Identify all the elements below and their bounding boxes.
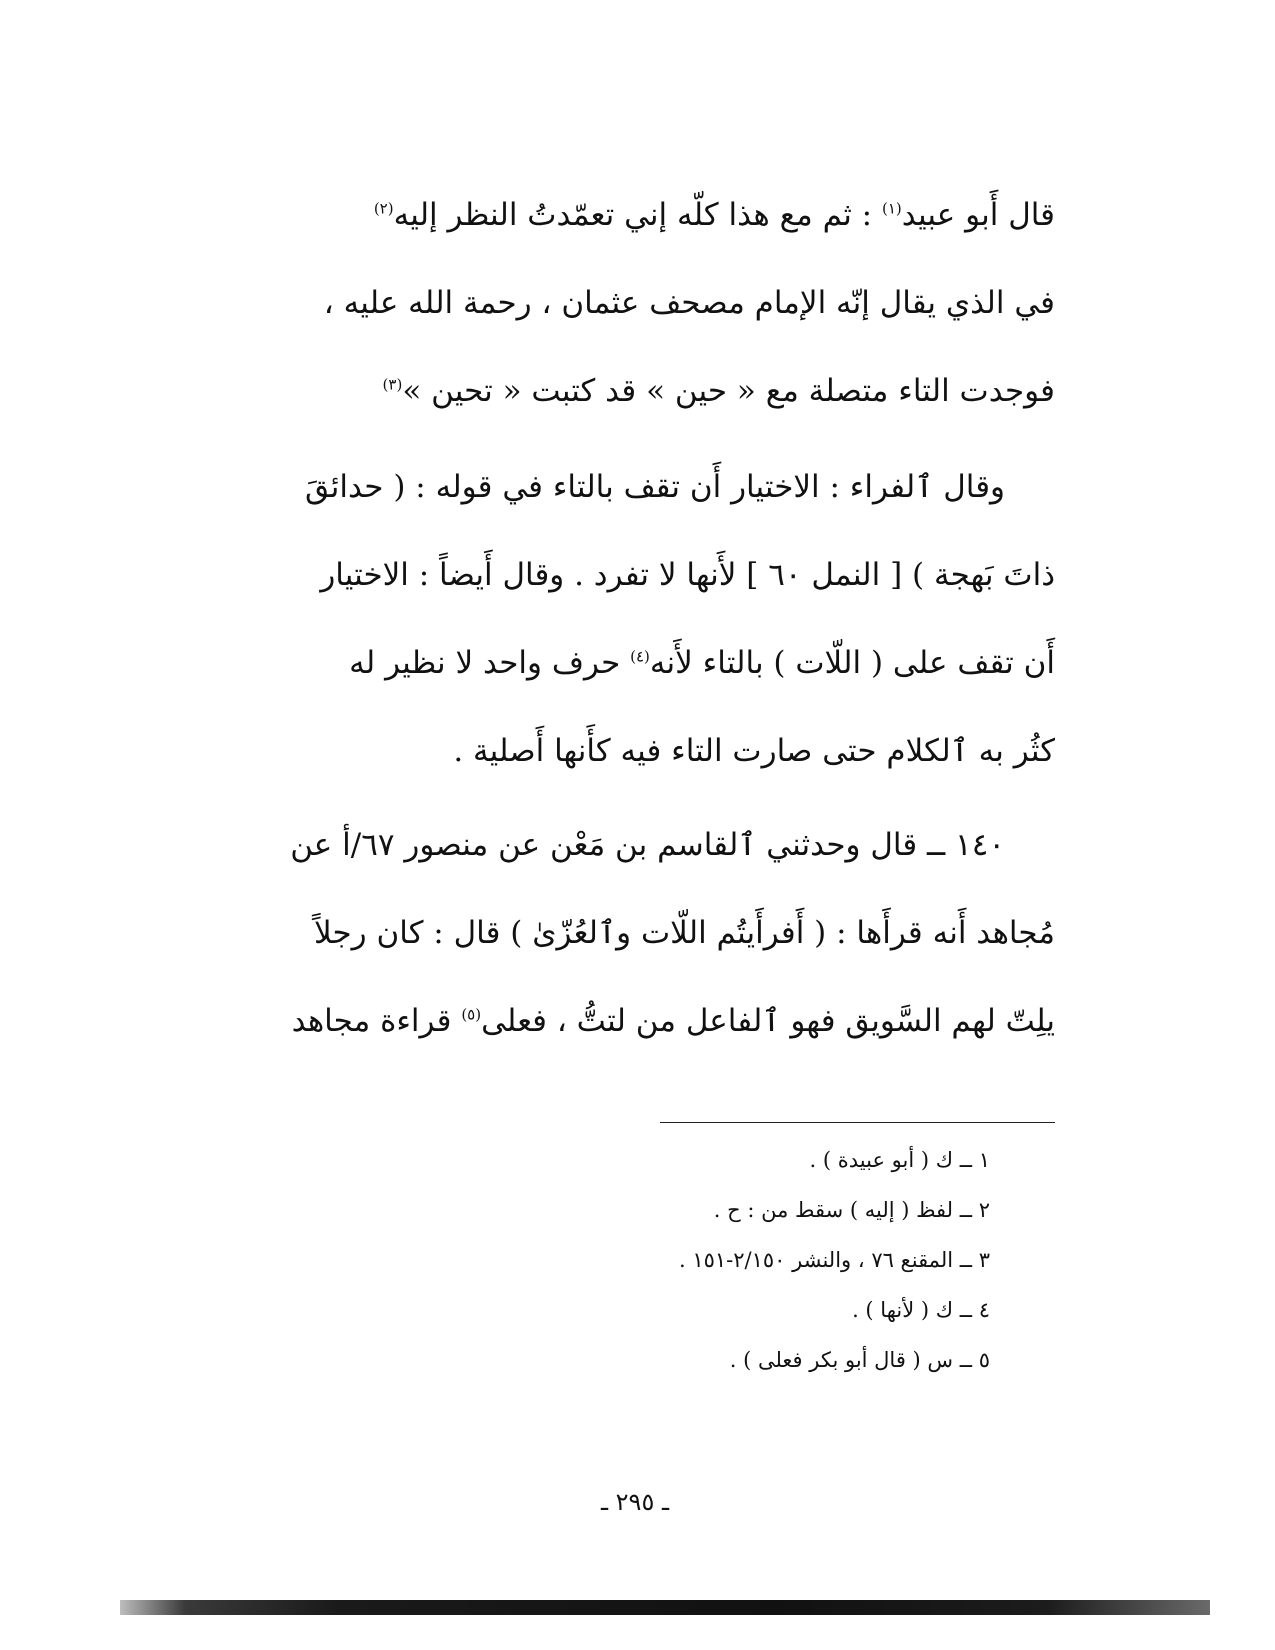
- page-number: ـ ٢٩٥ ـ: [600, 1488, 669, 1516]
- body-line-10-rest: قراءة مجاهد: [291, 1003, 462, 1039]
- body-line-7: [235, 711, 1055, 791]
- footnote-ref-5[interactable]: (٥): [461, 1005, 482, 1024]
- body-line-1: [235, 175, 1055, 255]
- body-line-9-text: مُجاهد أَنه قرأَها : ( أَفرأَيتُم اللّات وٱلعُزّىٰ ) قال : كان رجلاً: [314, 915, 1055, 951]
- footnote-ref-1[interactable]: (١): [881, 199, 902, 218]
- body-line-6-text: أَن تقف على ( اللّات ) بالتاء لأَنه: [649, 645, 1055, 681]
- body-line-9: [235, 893, 1055, 973]
- body-line-3: [235, 351, 1055, 431]
- body-line-1-text: قال أَبو عبيد: [901, 197, 1055, 233]
- body-line-5: [235, 535, 1055, 615]
- footnote-4: ٤ ــ ك ( لأنها ) .: [852, 1298, 990, 1322]
- body-line-10-text: يلِتّ لهم السَّويق فهو ٱلفاعل من لتتُّ ، فعلى: [481, 1003, 1055, 1039]
- body-line-4-text: وقال ٱلفراء : الاختيار أَن تقف بالتاء في قوله : ( حدائقَ: [304, 469, 1005, 505]
- scan-edge-bar: [120, 1600, 1210, 1615]
- footnote-1: ١ ــ ك ( أبو عبيدة ) .: [809, 1148, 990, 1172]
- body-line-8-text: ١٤٠ ــ قال وحدثني ٱلقاسم بن مَعْن عن منصور ٦٧/أ عن: [290, 827, 1005, 863]
- footnote-2: ٢ ــ لفظ ( إليه ) سقط من : ح .: [713, 1198, 990, 1222]
- body-line-5-text: ذاتَ بَهجة ) [ النمل ٦٠ ] لأَنها لا تفرد . وقال أَيضاً : الاختيار: [320, 557, 1055, 593]
- body-line-6: [235, 623, 1055, 703]
- footnote-ref-3[interactable]: (٣): [382, 375, 403, 394]
- body-line-4: [235, 447, 1005, 527]
- footnote-ref-2[interactable]: (٢): [373, 199, 394, 218]
- body-line-2-text: في الذي يقال إنّه الإمام مصحف عثمان ، رحمة الله عليه ،: [323, 285, 1055, 321]
- footnote-ref-4[interactable]: (٤): [630, 647, 650, 666]
- footnote-5: ٥ ــ س ( قال أبو بكر فعلى ) .: [729, 1348, 990, 1372]
- footnote-3: ٣ ــ المقنع ٧٦ ، والنشر ٢/١٥٠-١٥١ .: [678, 1248, 990, 1272]
- body-line-7-text: كثُر به ٱلكلام حتى صارت التاء فيه كأَنها أَصلية .: [453, 733, 1055, 769]
- body-line-1-rest: : ثم مع هذا كلّه إني تعمّدتُ النظر إليه: [393, 197, 882, 233]
- body-line-10: [235, 981, 1055, 1061]
- body-line-3-text: فوجدت التاء متصلة مع « حين » قد كتبت « تحين »: [402, 373, 1055, 409]
- body-line-2: [235, 263, 1055, 343]
- footnote-divider: [660, 1122, 1055, 1123]
- body-line-6-rest: حرف واحد لا نظير له: [349, 645, 631, 681]
- body-line-8: [235, 805, 1005, 885]
